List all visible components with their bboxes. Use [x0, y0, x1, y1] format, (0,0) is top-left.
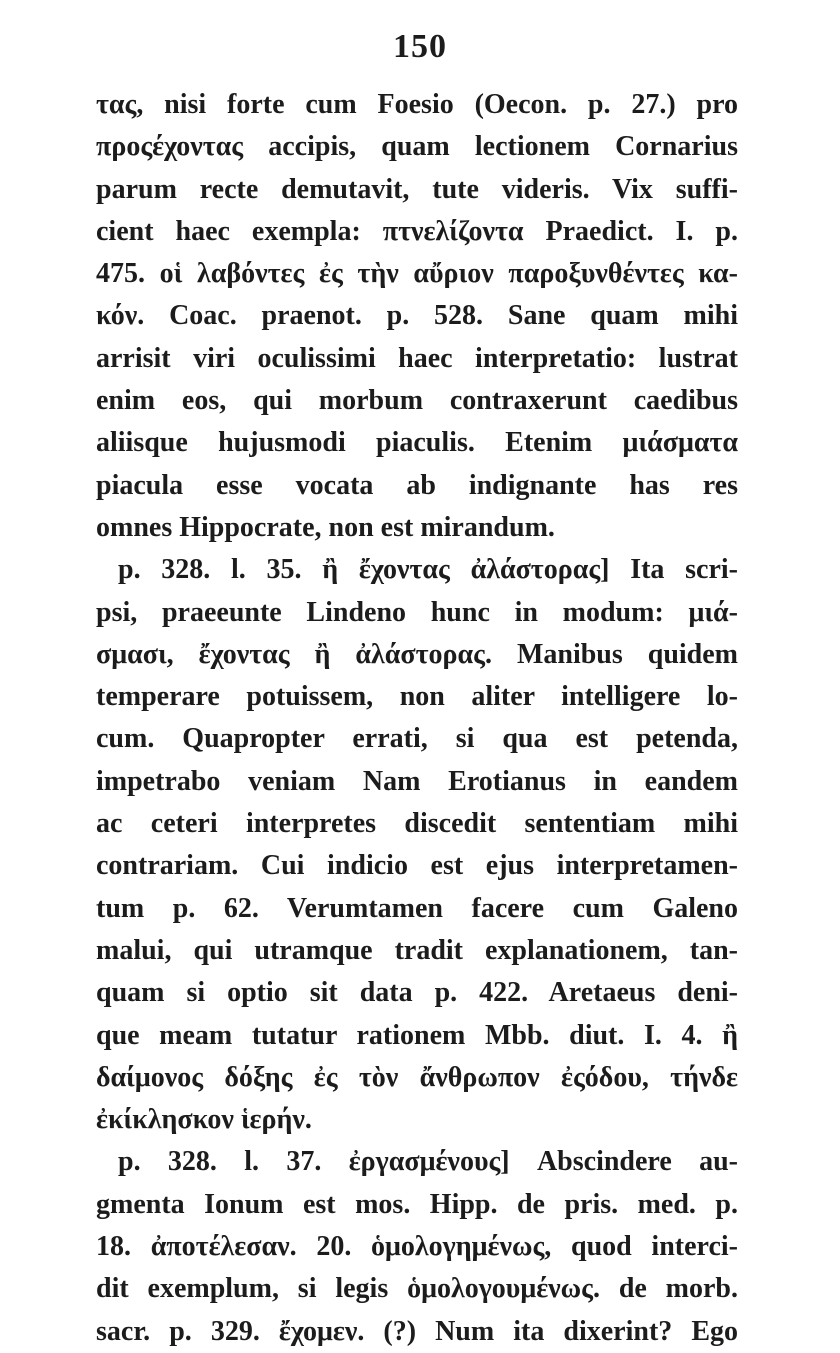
text-line: malui, qui utramque tradit explanationem, tan- [96, 934, 738, 966]
text-line: aliisque hujusmodi piaculis. Etenim μιάσματα [96, 427, 738, 459]
text-line: omnes Hippocrate, non est mirandum. [96, 511, 555, 543]
text-line: gmenta Ionum est mos. Hipp. de pris. med. p. [96, 1188, 738, 1220]
text-line: δαίμονος δόξης ἐς τὸν ἄνθρωπον ἐςόδου, τήνδε [96, 1061, 738, 1093]
text-line: ac ceteri interpretes discedit sententiam mihi [96, 808, 738, 840]
text-line: cum. Quapropter errati, si qua est petenda, [96, 723, 738, 755]
text-line: 18. ἀποτέλεσαν. 20. ὁμολογημένως, quod interci- [96, 1231, 738, 1263]
text-line: parum recte demutavit, tute videris. Vix suffi- [96, 173, 738, 205]
text-line: σμασι, ἔχοντας ἢ ἀλάστορας. Manibus quidem [96, 638, 738, 670]
text-line: piacula esse vocata ab indignante has res [96, 469, 738, 501]
page-number: 150 [393, 28, 447, 65]
text-line: cient haec exempla: πτνελίζοντα Praedict. I. p. [96, 215, 738, 247]
text-line: sacr. p. 329. ἔχομεν. (?) Num ita dixerint? Ego [96, 1315, 738, 1347]
body-text [96, 84, 738, 1353]
text-line: contrariam. Cui indicio est ejus interpretamen- [96, 850, 738, 882]
text-line: ἐκίκλησκον ἱερήν. [96, 1104, 312, 1136]
text-line: que meam tutatur rationem Mbb. diut. I. 4. ἢ [96, 1019, 738, 1051]
text-line: κόν. Coac. praenot. p. 528. Sane quam mihi [96, 300, 738, 332]
text-line: p. 328. l. 37. ἐργασμένους] Abscindere au- [118, 1146, 738, 1178]
text-line: tum p. 62. Verumtamen facere cum Galeno [96, 892, 738, 924]
text-line: enim eos, qui morbum contraxerunt caedibus [96, 385, 738, 417]
text-line: dit exemplum, si legis ὁμολογουμένως. de morb. [96, 1273, 738, 1305]
text-line: p. 328. l. 35. ἢ ἔχοντας ἀλάστορας] Ita scri- [118, 554, 738, 586]
text-line: psi, praeeunte Lindeno hunc in modum: μιά- [96, 596, 738, 628]
text-line: impetrabo veniam Nam Erotianus in eandem [96, 765, 738, 797]
text-line: προςέχοντας accipis, quam lectionem Cornarius [96, 131, 738, 163]
text-line: τας, nisi forte cum Foesio (Oecon. p. 27.) pro [96, 89, 738, 120]
text-line: 475. οἱ λαβόντες ἐς τὴν αὔριον παροξυνθέντες κα- [96, 258, 738, 290]
text-line: temperare potuissem, non aliter intelligere lo- [96, 681, 738, 713]
text-line: quam si optio sit data p. 422. Aretaeus deni- [96, 977, 738, 1009]
text-line: arrisit viri oculissimi haec interpretatio: lustrat [96, 342, 738, 374]
